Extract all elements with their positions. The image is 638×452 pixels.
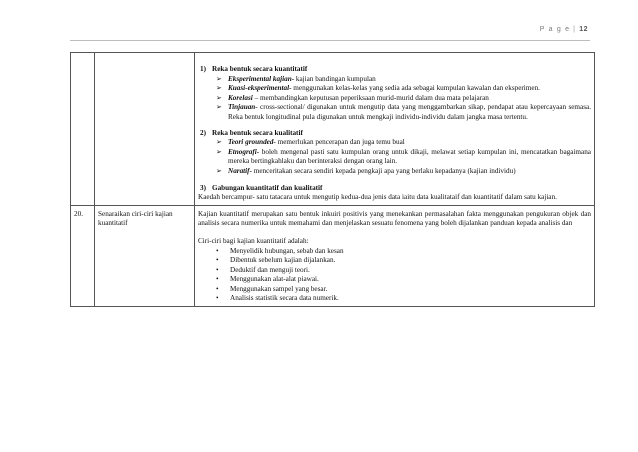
list-item: • Dibentuk sebelum kajian dijalankan. (216, 256, 336, 265)
question-cell (95, 53, 195, 206)
table-row (71, 205, 595, 306)
list-item: • Menggunakan alat-alat piawai. (216, 275, 319, 284)
page-label: P a g e (539, 26, 571, 33)
arrow-bullet-icon: ➢ (216, 166, 222, 175)
list-item: ➢ Naratif- menceritakan secara sendiri kepada pengkaji apa yang berlaku kepadanya (kajian individu) (216, 166, 516, 175)
list-item: • Menggunakan sampel yang besar. (216, 284, 328, 293)
page-number: 12 (579, 26, 588, 33)
list-item: ➢ Eksperimental kajian- kajian bandingan kumpulan (216, 74, 376, 83)
list-item: ➢ Korelasi – membandingkan keputusan peperiksaan murid-murid dalam dua mata pelajaran (216, 93, 489, 102)
characteristics-list (198, 247, 591, 305)
row-number-cell: 20. (71, 205, 95, 306)
answer-cell (195, 53, 595, 206)
list-item: • Analisis statistik secara data numerik. (216, 294, 339, 303)
bullet-icon: • (216, 284, 219, 293)
section-list (198, 138, 591, 176)
question-cell: Senaraikan ciri-ciri kajian kuantitatif (95, 205, 195, 306)
page-separator: | (573, 26, 577, 33)
list-title: Ciri-ciri bagi kajian kuantitatif adalah: (198, 236, 309, 245)
answer-cell (195, 205, 595, 306)
header-rule (70, 40, 590, 41)
bullet-icon: • (216, 246, 219, 255)
document-table (70, 52, 595, 307)
row-number-cell (71, 53, 95, 206)
arrow-bullet-icon: ➢ (216, 138, 222, 147)
section-heading: 3) Gabungan kuantitatif dan kualitatif (200, 183, 323, 192)
list-item: ➢ Kuasi-eksperimental- menggunakan kelas-kelas yang sedia ada sebagai kumpulan kawalan dan eksperimen. (216, 84, 540, 93)
answer-paragraph: Kajian kuantitatif merupakan satu bentuk inkuiri positivis yang menekankan permasalahan fakta menggunakan pengukuran objek dan analisis secara numerika untuk memahami dan menjelaskan sesuatu fenomena yang boleh dijalankan panduan kepada analisis dan (198, 209, 591, 228)
list-item: ➢ Tinjauan- cross-sectional/ digunakan untuk mengutip data yang menggambarkan sikap, pendapat atau kepercayaan semasa. Reka bentuk longitudinal pula digunakan untuk mengkaji individu-individu dalam jangka masa tertentu. (216, 103, 591, 121)
section-paragraph: Kaedah bercampur- satu tatacara untuk mengutip kedua-dua jenis data iaitu data kualitataif dan kuantitatif dalam satu kajian. (198, 193, 557, 202)
table-row (71, 53, 595, 206)
bullet-icon: • (216, 265, 219, 274)
list-item: ➢ Etnografi- boleh mengenal pasti satu kumpulan orang untuk dikaji, melawat setiap kumpulan ini, mencatatkan bagaimana mereka bertingkahlaku dan berinteraksi dengan orang lain. (216, 147, 591, 166)
arrow-bullet-icon: ➢ (216, 147, 222, 156)
section-heading: 1) Reka bentuk secara kuantitatif (200, 65, 308, 73)
bullet-icon: • (216, 256, 219, 265)
arrow-bullet-icon: ➢ (216, 84, 222, 93)
list-item: • Menyelidik hubungan, sebab dan kesan (216, 246, 344, 255)
list-item: • Deduktif dan menguji teori. (216, 265, 310, 274)
arrow-bullet-icon: ➢ (216, 103, 222, 112)
bullet-icon: • (216, 275, 219, 284)
section-heading: 2) Reka bentuk secara kualitatif (200, 128, 303, 137)
section-list (198, 75, 591, 123)
page-header (540, 26, 588, 33)
bullet-icon: • (216, 294, 219, 303)
arrow-bullet-icon: ➢ (216, 93, 222, 102)
arrow-bullet-icon: ➢ (216, 74, 222, 83)
list-item: ➢ Teori grounded- memerlukan pencerapan dan juga temu bual (216, 138, 405, 147)
